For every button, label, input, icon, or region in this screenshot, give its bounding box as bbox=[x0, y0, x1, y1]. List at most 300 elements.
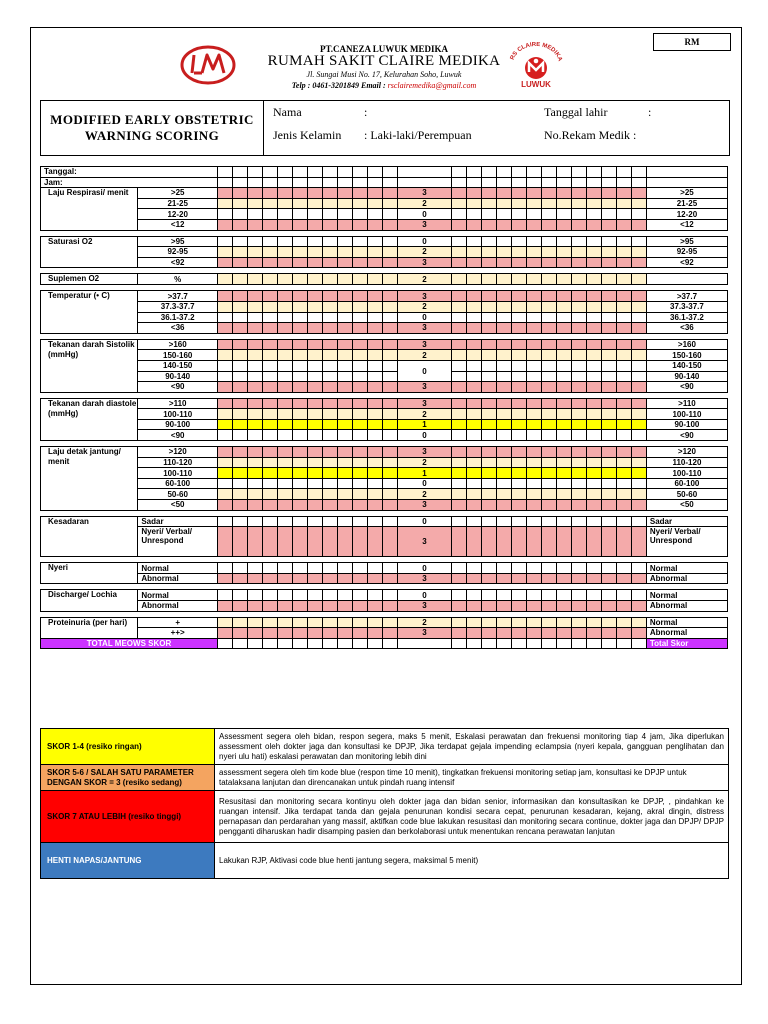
observation-cell[interactable] bbox=[218, 301, 233, 312]
observation-cell[interactable] bbox=[571, 398, 586, 409]
observation-cell[interactable] bbox=[571, 617, 586, 628]
observation-cell[interactable] bbox=[556, 301, 571, 312]
observation-cell[interactable] bbox=[308, 274, 323, 285]
observation-cell[interactable] bbox=[383, 301, 398, 312]
observation-cell[interactable] bbox=[218, 409, 233, 420]
observation-cell[interactable] bbox=[616, 350, 631, 361]
observation-cell[interactable] bbox=[541, 219, 556, 230]
observation-cell[interactable] bbox=[233, 323, 248, 334]
observation-cell[interactable] bbox=[278, 323, 293, 334]
observation-cell[interactable] bbox=[541, 489, 556, 500]
observation-cell[interactable] bbox=[368, 236, 383, 247]
observation-cell[interactable] bbox=[616, 360, 631, 371]
observation-cell[interactable] bbox=[586, 468, 601, 479]
observation-cell[interactable] bbox=[293, 209, 308, 220]
observation-cell[interactable] bbox=[541, 430, 556, 441]
observation-cell[interactable] bbox=[466, 323, 481, 334]
observation-cell[interactable] bbox=[586, 638, 601, 649]
observation-cell[interactable] bbox=[496, 198, 511, 209]
observation-cell[interactable] bbox=[263, 236, 278, 247]
observation-cell[interactable] bbox=[586, 291, 601, 302]
observation-cell[interactable] bbox=[248, 291, 263, 302]
observation-cell[interactable] bbox=[481, 489, 496, 500]
observation-cell[interactable] bbox=[571, 247, 586, 258]
observation-cell[interactable] bbox=[586, 601, 601, 612]
observation-cell[interactable] bbox=[293, 198, 308, 209]
observation-cell[interactable] bbox=[233, 638, 248, 649]
observation-cell[interactable] bbox=[511, 527, 526, 557]
observation-cell[interactable] bbox=[308, 419, 323, 430]
observation-cell[interactable] bbox=[511, 188, 526, 199]
observation-cell[interactable] bbox=[571, 628, 586, 639]
observation-cell[interactable] bbox=[383, 527, 398, 557]
observation-cell[interactable] bbox=[586, 447, 601, 458]
observation-cell[interactable] bbox=[586, 382, 601, 393]
observation-cell[interactable] bbox=[293, 468, 308, 479]
observation-cell[interactable] bbox=[218, 516, 233, 527]
observation-cell[interactable] bbox=[556, 468, 571, 479]
observation-cell[interactable] bbox=[586, 457, 601, 468]
observation-cell[interactable] bbox=[368, 516, 383, 527]
observation-cell[interactable] bbox=[526, 516, 541, 527]
observation-cell[interactable] bbox=[586, 274, 601, 285]
observation-cell[interactable] bbox=[496, 323, 511, 334]
observation-cell[interactable] bbox=[511, 478, 526, 489]
observation-cell[interactable] bbox=[601, 236, 616, 247]
observation-cell[interactable] bbox=[451, 371, 466, 382]
observation-cell[interactable] bbox=[616, 617, 631, 628]
observation-cell[interactable] bbox=[496, 301, 511, 312]
observation-cell[interactable] bbox=[631, 167, 646, 178]
observation-cell[interactable] bbox=[323, 447, 338, 458]
observation-cell[interactable] bbox=[556, 516, 571, 527]
observation-cell[interactable] bbox=[511, 516, 526, 527]
observation-cell[interactable] bbox=[511, 447, 526, 458]
observation-cell[interactable] bbox=[248, 236, 263, 247]
observation-cell[interactable] bbox=[233, 409, 248, 420]
observation-cell[interactable] bbox=[338, 617, 353, 628]
observation-cell[interactable] bbox=[556, 312, 571, 323]
observation-cell[interactable] bbox=[278, 419, 293, 430]
observation-cell[interactable] bbox=[601, 350, 616, 361]
observation-cell[interactable] bbox=[496, 274, 511, 285]
observation-cell[interactable] bbox=[571, 236, 586, 247]
observation-cell[interactable] bbox=[248, 398, 263, 409]
observation-cell[interactable] bbox=[496, 219, 511, 230]
observation-cell[interactable] bbox=[338, 398, 353, 409]
observation-cell[interactable] bbox=[571, 312, 586, 323]
observation-cell[interactable] bbox=[218, 247, 233, 258]
observation-cell[interactable] bbox=[308, 177, 323, 188]
observation-cell[interactable] bbox=[353, 167, 368, 178]
observation-cell[interactable] bbox=[248, 573, 263, 584]
observation-cell[interactable] bbox=[308, 360, 323, 371]
observation-cell[interactable] bbox=[556, 500, 571, 511]
observation-cell[interactable] bbox=[323, 339, 338, 350]
observation-cell[interactable] bbox=[368, 489, 383, 500]
observation-cell[interactable] bbox=[293, 371, 308, 382]
observation-cell[interactable] bbox=[526, 274, 541, 285]
observation-cell[interactable] bbox=[338, 447, 353, 458]
observation-cell[interactable] bbox=[616, 312, 631, 323]
observation-cell[interactable] bbox=[631, 457, 646, 468]
observation-cell[interactable] bbox=[451, 198, 466, 209]
observation-cell[interactable] bbox=[293, 350, 308, 361]
observation-cell[interactable] bbox=[233, 617, 248, 628]
observation-cell[interactable] bbox=[368, 500, 383, 511]
observation-cell[interactable] bbox=[616, 219, 631, 230]
observation-cell[interactable] bbox=[293, 247, 308, 258]
observation-cell[interactable] bbox=[556, 489, 571, 500]
observation-cell[interactable] bbox=[323, 430, 338, 441]
observation-cell[interactable] bbox=[616, 236, 631, 247]
observation-cell[interactable] bbox=[451, 360, 466, 371]
observation-cell[interactable] bbox=[323, 350, 338, 361]
observation-cell[interactable] bbox=[248, 468, 263, 479]
observation-cell[interactable] bbox=[368, 291, 383, 302]
observation-cell[interactable] bbox=[466, 628, 481, 639]
observation-cell[interactable] bbox=[368, 527, 383, 557]
observation-cell[interactable] bbox=[308, 516, 323, 527]
observation-cell[interactable] bbox=[263, 468, 278, 479]
observation-cell[interactable] bbox=[556, 219, 571, 230]
observation-cell[interactable] bbox=[556, 188, 571, 199]
observation-cell[interactable] bbox=[278, 360, 293, 371]
observation-cell[interactable] bbox=[278, 198, 293, 209]
observation-cell[interactable] bbox=[571, 419, 586, 430]
observation-cell[interactable] bbox=[511, 563, 526, 574]
observation-cell[interactable] bbox=[466, 419, 481, 430]
observation-cell[interactable] bbox=[263, 430, 278, 441]
observation-cell[interactable] bbox=[323, 601, 338, 612]
observation-cell[interactable] bbox=[631, 527, 646, 557]
observation-cell[interactable] bbox=[511, 638, 526, 649]
observation-cell[interactable] bbox=[601, 301, 616, 312]
observation-cell[interactable] bbox=[466, 312, 481, 323]
observation-cell[interactable] bbox=[248, 489, 263, 500]
observation-cell[interactable] bbox=[383, 617, 398, 628]
observation-cell[interactable] bbox=[466, 430, 481, 441]
observation-cell[interactable] bbox=[218, 430, 233, 441]
observation-cell[interactable] bbox=[496, 468, 511, 479]
observation-cell[interactable] bbox=[616, 371, 631, 382]
observation-cell[interactable] bbox=[556, 628, 571, 639]
observation-cell[interactable] bbox=[526, 398, 541, 409]
observation-cell[interactable] bbox=[451, 398, 466, 409]
observation-cell[interactable] bbox=[586, 563, 601, 574]
observation-cell[interactable] bbox=[481, 409, 496, 420]
observation-cell[interactable] bbox=[526, 447, 541, 458]
observation-cell[interactable] bbox=[466, 177, 481, 188]
observation-cell[interactable] bbox=[218, 590, 233, 601]
observation-cell[interactable] bbox=[616, 409, 631, 420]
observation-cell[interactable] bbox=[601, 177, 616, 188]
observation-cell[interactable] bbox=[571, 382, 586, 393]
observation-cell[interactable] bbox=[338, 167, 353, 178]
observation-cell[interactable] bbox=[481, 209, 496, 220]
observation-cell[interactable] bbox=[383, 247, 398, 258]
observation-cell[interactable] bbox=[451, 257, 466, 268]
observation-cell[interactable] bbox=[353, 590, 368, 601]
observation-cell[interactable] bbox=[526, 291, 541, 302]
observation-cell[interactable] bbox=[496, 247, 511, 258]
observation-cell[interactable] bbox=[556, 419, 571, 430]
observation-cell[interactable] bbox=[481, 382, 496, 393]
observation-cell[interactable] bbox=[556, 457, 571, 468]
observation-cell[interactable] bbox=[308, 312, 323, 323]
observation-cell[interactable] bbox=[233, 371, 248, 382]
observation-cell[interactable] bbox=[511, 500, 526, 511]
observation-cell[interactable] bbox=[323, 573, 338, 584]
observation-cell[interactable] bbox=[368, 478, 383, 489]
observation-cell[interactable] bbox=[338, 409, 353, 420]
observation-cell[interactable] bbox=[466, 301, 481, 312]
observation-cell[interactable] bbox=[323, 516, 338, 527]
observation-cell[interactable] bbox=[353, 219, 368, 230]
observation-cell[interactable] bbox=[383, 312, 398, 323]
observation-cell[interactable] bbox=[511, 468, 526, 479]
observation-cell[interactable] bbox=[451, 447, 466, 458]
observation-cell[interactable] bbox=[233, 457, 248, 468]
observation-cell[interactable] bbox=[218, 617, 233, 628]
observation-cell[interactable] bbox=[601, 457, 616, 468]
observation-cell[interactable] bbox=[571, 323, 586, 334]
observation-cell[interactable] bbox=[556, 527, 571, 557]
observation-cell[interactable] bbox=[631, 236, 646, 247]
observation-cell[interactable] bbox=[616, 247, 631, 258]
observation-cell[interactable] bbox=[586, 301, 601, 312]
observation-cell[interactable] bbox=[353, 489, 368, 500]
observation-cell[interactable] bbox=[368, 209, 383, 220]
observation-cell[interactable] bbox=[293, 409, 308, 420]
observation-cell[interactable] bbox=[353, 638, 368, 649]
observation-cell[interactable] bbox=[496, 447, 511, 458]
observation-cell[interactable] bbox=[248, 188, 263, 199]
observation-cell[interactable] bbox=[278, 478, 293, 489]
observation-cell[interactable] bbox=[308, 339, 323, 350]
observation-cell[interactable] bbox=[586, 516, 601, 527]
observation-cell[interactable] bbox=[496, 398, 511, 409]
observation-cell[interactable] bbox=[466, 209, 481, 220]
observation-cell[interactable] bbox=[218, 167, 233, 178]
observation-cell[interactable] bbox=[263, 177, 278, 188]
observation-cell[interactable] bbox=[263, 573, 278, 584]
observation-cell[interactable] bbox=[481, 573, 496, 584]
observation-cell[interactable] bbox=[233, 489, 248, 500]
observation-cell[interactable] bbox=[541, 301, 556, 312]
observation-cell[interactable] bbox=[248, 478, 263, 489]
observation-cell[interactable] bbox=[248, 323, 263, 334]
observation-cell[interactable] bbox=[496, 350, 511, 361]
observation-cell[interactable] bbox=[511, 617, 526, 628]
observation-cell[interactable] bbox=[601, 527, 616, 557]
observation-cell[interactable] bbox=[278, 563, 293, 574]
observation-cell[interactable] bbox=[353, 323, 368, 334]
observation-cell[interactable] bbox=[571, 489, 586, 500]
observation-cell[interactable] bbox=[278, 430, 293, 441]
observation-cell[interactable] bbox=[248, 301, 263, 312]
observation-cell[interactable] bbox=[496, 188, 511, 199]
observation-cell[interactable] bbox=[601, 274, 616, 285]
observation-cell[interactable] bbox=[481, 339, 496, 350]
observation-cell[interactable] bbox=[526, 419, 541, 430]
observation-cell[interactable] bbox=[218, 573, 233, 584]
observation-cell[interactable] bbox=[496, 360, 511, 371]
observation-cell[interactable] bbox=[323, 177, 338, 188]
observation-cell[interactable] bbox=[511, 301, 526, 312]
observation-cell[interactable] bbox=[263, 489, 278, 500]
observation-cell[interactable] bbox=[353, 360, 368, 371]
observation-cell[interactable] bbox=[526, 209, 541, 220]
observation-cell[interactable] bbox=[526, 638, 541, 649]
observation-cell[interactable] bbox=[616, 601, 631, 612]
observation-cell[interactable] bbox=[541, 628, 556, 639]
observation-cell[interactable] bbox=[586, 398, 601, 409]
observation-cell[interactable] bbox=[293, 382, 308, 393]
observation-cell[interactable] bbox=[601, 489, 616, 500]
observation-cell[interactable] bbox=[571, 516, 586, 527]
observation-cell[interactable] bbox=[556, 447, 571, 458]
observation-cell[interactable] bbox=[631, 419, 646, 430]
observation-cell[interactable] bbox=[556, 209, 571, 220]
observation-cell[interactable] bbox=[383, 257, 398, 268]
observation-cell[interactable] bbox=[541, 601, 556, 612]
observation-cell[interactable] bbox=[278, 247, 293, 258]
observation-cell[interactable] bbox=[263, 382, 278, 393]
observation-cell[interactable] bbox=[338, 628, 353, 639]
observation-cell[interactable] bbox=[308, 167, 323, 178]
observation-cell[interactable] bbox=[616, 167, 631, 178]
observation-cell[interactable] bbox=[353, 409, 368, 420]
observation-cell[interactable] bbox=[353, 398, 368, 409]
observation-cell[interactable] bbox=[233, 478, 248, 489]
observation-cell[interactable] bbox=[616, 291, 631, 302]
observation-cell[interactable] bbox=[466, 468, 481, 479]
observation-cell[interactable] bbox=[368, 638, 383, 649]
observation-cell[interactable] bbox=[368, 447, 383, 458]
observation-cell[interactable] bbox=[601, 409, 616, 420]
observation-cell[interactable] bbox=[556, 382, 571, 393]
observation-cell[interactable] bbox=[383, 563, 398, 574]
observation-cell[interactable] bbox=[586, 339, 601, 350]
observation-cell[interactable] bbox=[631, 198, 646, 209]
observation-cell[interactable] bbox=[383, 447, 398, 458]
observation-cell[interactable] bbox=[248, 360, 263, 371]
observation-cell[interactable] bbox=[278, 312, 293, 323]
observation-cell[interactable] bbox=[353, 563, 368, 574]
observation-cell[interactable] bbox=[218, 447, 233, 458]
observation-cell[interactable] bbox=[466, 489, 481, 500]
observation-cell[interactable] bbox=[556, 247, 571, 258]
observation-cell[interactable] bbox=[323, 398, 338, 409]
observation-cell[interactable] bbox=[263, 398, 278, 409]
observation-cell[interactable] bbox=[571, 430, 586, 441]
observation-cell[interactable] bbox=[233, 177, 248, 188]
observation-cell[interactable] bbox=[496, 500, 511, 511]
observation-cell[interactable] bbox=[263, 500, 278, 511]
observation-cell[interactable] bbox=[481, 274, 496, 285]
observation-cell[interactable] bbox=[451, 419, 466, 430]
observation-cell[interactable] bbox=[526, 628, 541, 639]
observation-cell[interactable] bbox=[466, 219, 481, 230]
observation-cell[interactable] bbox=[586, 590, 601, 601]
observation-cell[interactable] bbox=[496, 628, 511, 639]
observation-cell[interactable] bbox=[218, 339, 233, 350]
observation-cell[interactable] bbox=[383, 177, 398, 188]
observation-cell[interactable] bbox=[466, 257, 481, 268]
observation-cell[interactable] bbox=[353, 430, 368, 441]
observation-cell[interactable] bbox=[481, 257, 496, 268]
observation-cell[interactable] bbox=[466, 236, 481, 247]
observation-cell[interactable] bbox=[571, 573, 586, 584]
observation-cell[interactable] bbox=[368, 167, 383, 178]
observation-cell[interactable] bbox=[496, 516, 511, 527]
observation-cell[interactable] bbox=[338, 209, 353, 220]
observation-cell[interactable] bbox=[353, 339, 368, 350]
observation-cell[interactable] bbox=[338, 457, 353, 468]
observation-cell[interactable] bbox=[511, 312, 526, 323]
observation-cell[interactable] bbox=[368, 468, 383, 479]
observation-cell[interactable] bbox=[293, 360, 308, 371]
observation-cell[interactable] bbox=[571, 257, 586, 268]
observation-cell[interactable] bbox=[451, 590, 466, 601]
observation-cell[interactable] bbox=[248, 419, 263, 430]
observation-cell[interactable] bbox=[308, 409, 323, 420]
observation-cell[interactable] bbox=[263, 339, 278, 350]
observation-cell[interactable] bbox=[481, 219, 496, 230]
observation-cell[interactable] bbox=[368, 350, 383, 361]
observation-cell[interactable] bbox=[466, 274, 481, 285]
observation-cell[interactable] bbox=[323, 617, 338, 628]
observation-cell[interactable] bbox=[571, 563, 586, 574]
observation-cell[interactable] bbox=[496, 638, 511, 649]
observation-cell[interactable] bbox=[248, 617, 263, 628]
observation-cell[interactable] bbox=[556, 430, 571, 441]
observation-cell[interactable] bbox=[338, 527, 353, 557]
observation-cell[interactable] bbox=[631, 219, 646, 230]
observation-cell[interactable] bbox=[631, 188, 646, 199]
observation-cell[interactable] bbox=[541, 573, 556, 584]
observation-cell[interactable] bbox=[466, 457, 481, 468]
observation-cell[interactable] bbox=[338, 291, 353, 302]
observation-cell[interactable] bbox=[218, 628, 233, 639]
observation-cell[interactable] bbox=[218, 236, 233, 247]
observation-cell[interactable] bbox=[586, 628, 601, 639]
observation-cell[interactable] bbox=[616, 516, 631, 527]
observation-cell[interactable] bbox=[383, 236, 398, 247]
observation-cell[interactable] bbox=[323, 188, 338, 199]
observation-cell[interactable] bbox=[293, 339, 308, 350]
observation-cell[interactable] bbox=[586, 236, 601, 247]
observation-cell[interactable] bbox=[353, 457, 368, 468]
observation-cell[interactable] bbox=[248, 430, 263, 441]
observation-cell[interactable] bbox=[586, 177, 601, 188]
observation-cell[interactable] bbox=[293, 430, 308, 441]
observation-cell[interactable] bbox=[308, 350, 323, 361]
observation-cell[interactable] bbox=[556, 573, 571, 584]
observation-cell[interactable] bbox=[631, 323, 646, 334]
observation-cell[interactable] bbox=[383, 457, 398, 468]
observation-cell[interactable] bbox=[496, 478, 511, 489]
observation-cell[interactable] bbox=[368, 590, 383, 601]
observation-cell[interactable] bbox=[451, 219, 466, 230]
observation-cell[interactable] bbox=[323, 291, 338, 302]
observation-cell[interactable] bbox=[631, 209, 646, 220]
observation-cell[interactable] bbox=[233, 563, 248, 574]
observation-cell[interactable] bbox=[293, 312, 308, 323]
observation-cell[interactable] bbox=[323, 312, 338, 323]
observation-cell[interactable] bbox=[466, 500, 481, 511]
